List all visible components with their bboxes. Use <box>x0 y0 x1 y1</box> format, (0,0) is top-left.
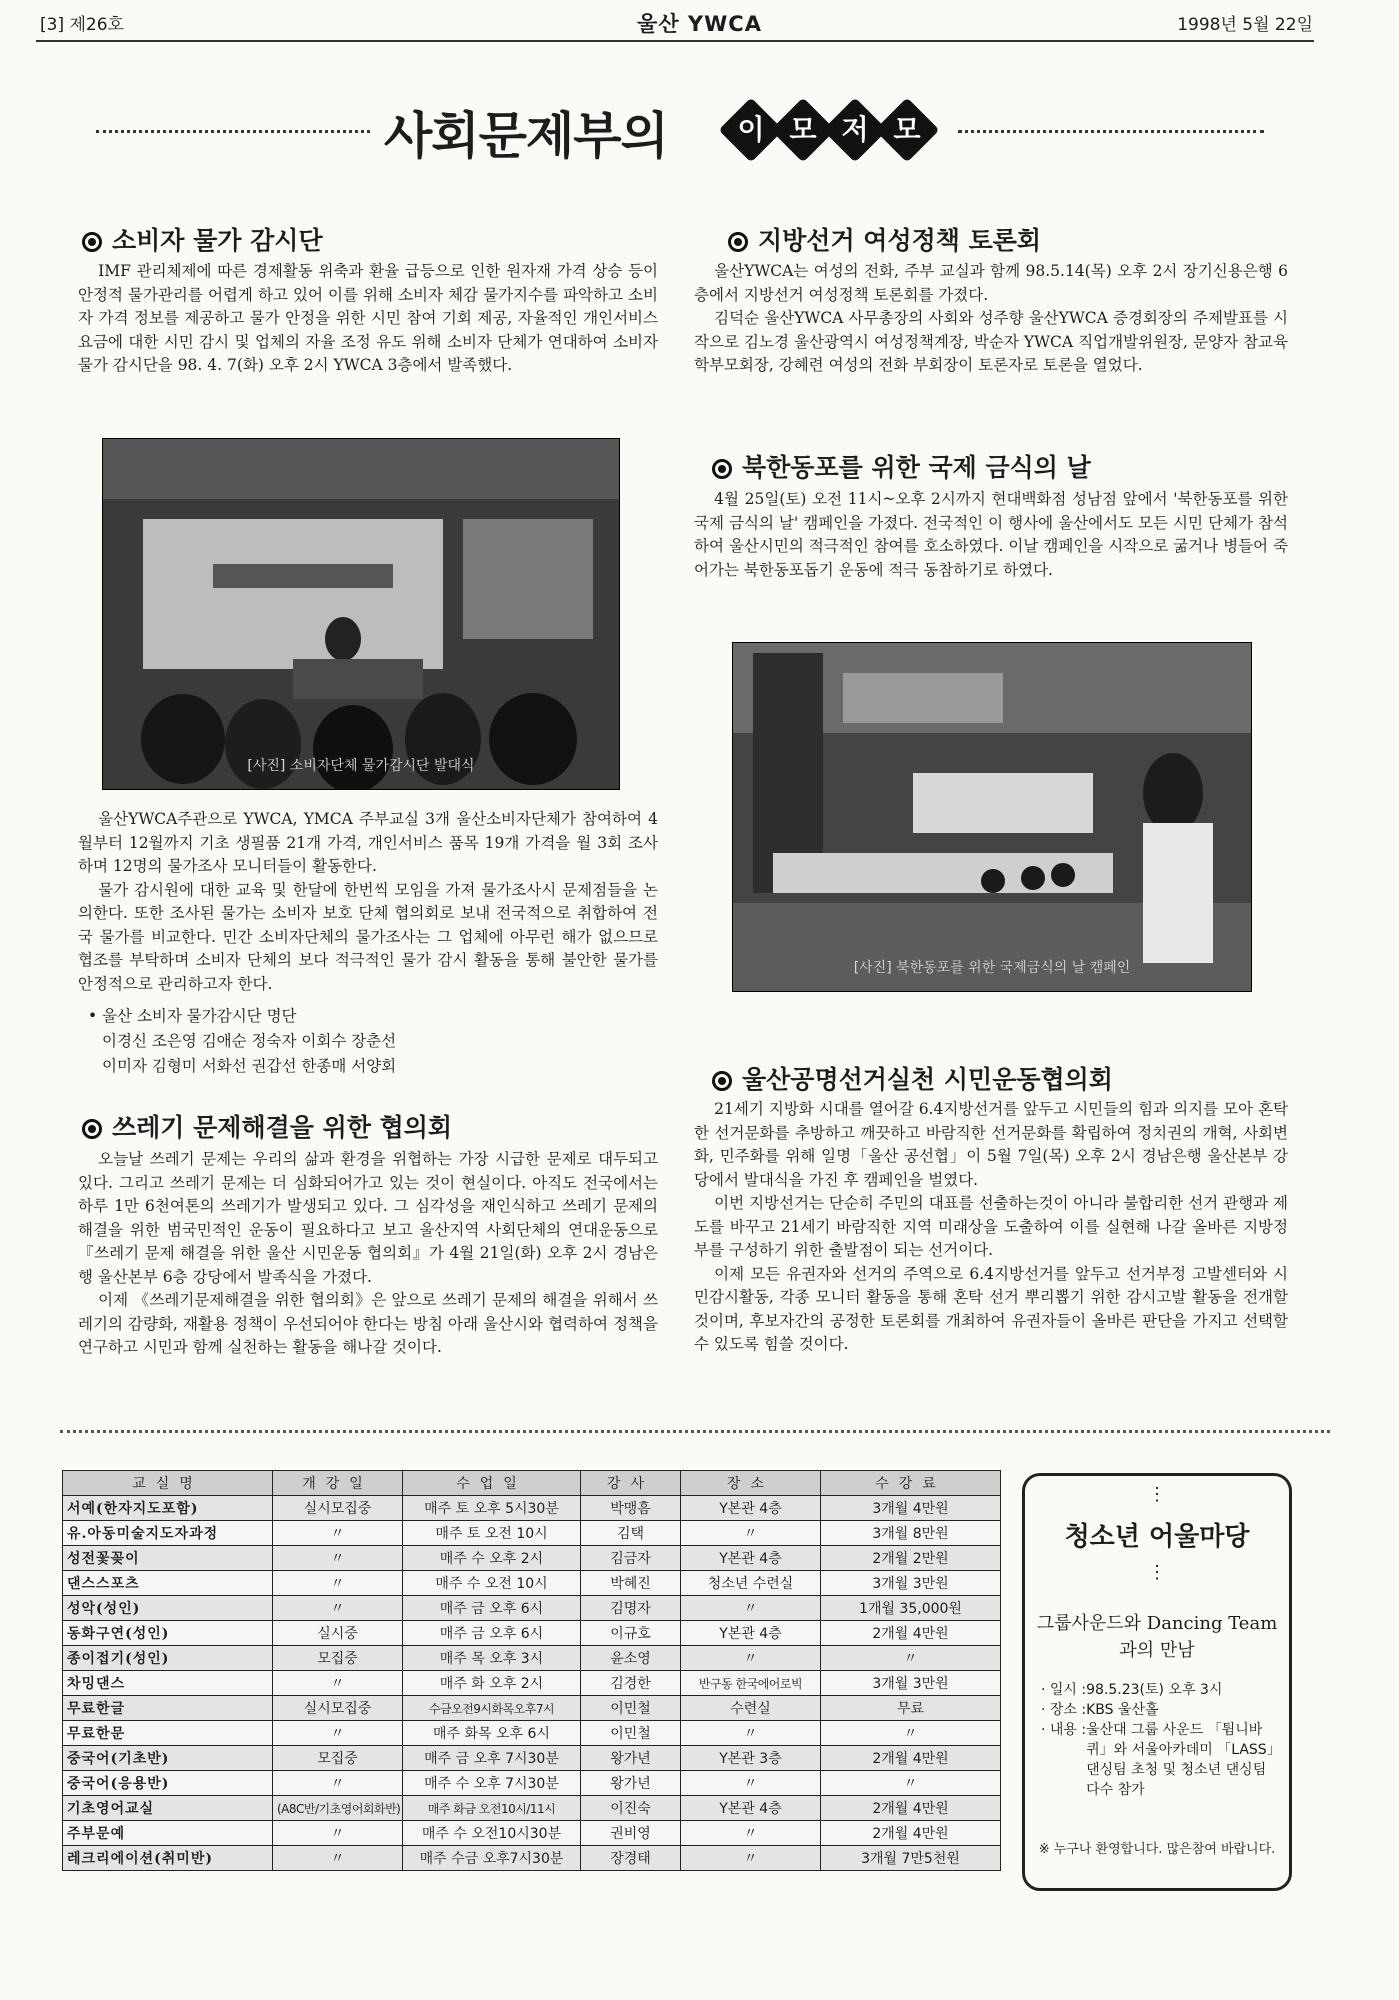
masthead: 울산 YWCA <box>637 12 762 36</box>
table-row <box>63 1846 1001 1871</box>
class-fee: 3개월 8만원 <box>821 1521 1001 1546</box>
photo-caption: [사진] 북한동포를 위한 국제금식의 날 캠페인 <box>853 960 1131 976</box>
photo-image <box>103 439 619 789</box>
class-name: 동화구연(성인) <box>63 1621 273 1646</box>
youth-event-box <box>1022 1473 1292 1891</box>
class-name: 성악(성인) <box>63 1596 273 1621</box>
info-value: 98.5.23(토) 오후 3시 <box>1086 1682 1223 1698</box>
class-start: 실시중 <box>273 1621 403 1646</box>
section-heading-trash <box>82 1108 452 1144</box>
decorative-dots: ⋮ <box>1148 1562 1166 1583</box>
paragraph: 이번 지방선거는 단순히 주민의 대표를 선출하는것이 아니라 불합리한 선거 관행과 제도를 바꾸고 21세기 바람직한 지역 미래상을 도출하여 이를 실현해 나갈 올바른 지방정부를 구성하기 위한 출발점이 되는 선거이다. <box>694 1194 1288 1259</box>
class-name: 무료한문 <box>63 1721 273 1746</box>
youth-event-subtitle: 그룹사운드와 Dancing Team과의 만남 <box>1036 1613 1278 1661</box>
info-row <box>1041 1720 1275 1800</box>
consumer-member-list <box>88 1004 648 1079</box>
section-title: 소비자 물가 감시단 <box>112 226 323 255</box>
column-header: 강사 <box>581 1471 681 1496</box>
paragraph: 21세기 지방화 시대를 열어갈 6.4지방선거를 앞두고 시민들의 힘과 의지를 모아 혼탁한 선거문화를 추방하고 깨끗하고 바람직한 선거문화를 확립하여 정치권의 개혁, 사회변화, 민주화를 위해 일명「울산 공선협」이 5월 7일(목) 오후 2시 경남은행 울산본부 강당에서 발대식을 가진 후 캠페인을 벌였다. <box>694 1100 1288 1189</box>
class-instructor: 박혜진 <box>581 1571 681 1596</box>
class-name: 레크리에이션(취미반) <box>63 1846 273 1871</box>
class-fee: 〃 <box>821 1771 1001 1796</box>
class-schedule: 매주 금 오후 6시 <box>403 1621 581 1646</box>
class-start: 〃 <box>273 1521 403 1546</box>
paragraph: 오늘날 쓰레기 문제는 우리의 삶과 환경을 위협하는 가장 시급한 문제로 대두되고 있다. 그리고 쓰레기 문제는 더 심화되어가고 있는 것이 현실이다. 아직도 전국에서는 하루 1만 6천여톤의 쓰레기가 발생되고 있다. 그 심각성을 재인식하고 쓰레기 문제의 해결을 위한 범국민적인 운동이 필요하다고 보고 울산지역 사회단체의 연대운동으로 『쓰레기 문제 해결을 위한 울산 시민운동 협의회』가 4월 21일(화) 오후 2시 경남은행 울산본부 6층 강당에서 발족식을 가졌다. <box>78 1150 658 1286</box>
class-start: 실시모집중 <box>273 1496 403 1521</box>
class-instructor: 왕가년 <box>581 1746 681 1771</box>
column-header: 장소 <box>681 1471 821 1496</box>
class-location: Y본관 4층 <box>681 1796 821 1821</box>
class-fee: 2개월 4만원 <box>821 1621 1001 1646</box>
class-name: 기초영어교실 <box>63 1796 273 1821</box>
class-start: 〃 <box>273 1771 403 1796</box>
info-value: KBS 울산홀 <box>1086 1702 1159 1718</box>
info-row <box>1041 1700 1275 1720</box>
class-start: 〃 <box>273 1546 403 1571</box>
table-row <box>63 1496 1001 1521</box>
list-title: • 울산 소비자 물가감시단 명단 <box>88 1007 297 1025</box>
class-start: 〃 <box>273 1721 403 1746</box>
class-fee: 2개월 4만원 <box>821 1746 1001 1771</box>
class-name: 중국어(기초반) <box>63 1746 273 1771</box>
youth-event-note: ※ 누구나 환영합니다. 많은참여 바랍니다. <box>1038 1842 1276 1857</box>
class-name: 유.아동미술지도자과정 <box>63 1521 273 1546</box>
class-name: 중국어(응용반) <box>63 1771 273 1796</box>
class-instructor: 김택 <box>581 1521 681 1546</box>
class-instructor: 왕가년 <box>581 1771 681 1796</box>
class-schedule-table <box>62 1470 1001 1871</box>
banner-title: 사회문제부의 <box>384 106 668 165</box>
bullet-icon <box>712 1071 732 1091</box>
paragraph: 이제 《쓰레기문제해결을 위한 협의회》은 앞으로 쓰레기 문제의 해결을 위해서 쓰레기의 감량화, 재활용 정책이 우선되어야 한다는 방침 아래 울산시와 협력하여 정책을 연구하고 시민과 함께 실천하는 활동을 해나갈 것이다. <box>78 1291 658 1356</box>
diamond-char: 모 <box>789 113 817 146</box>
bullet-icon <box>728 232 748 252</box>
class-name: 무료한글 <box>63 1696 273 1721</box>
banner-diamonds <box>716 95 946 165</box>
class-start: 모집중 <box>273 1646 403 1671</box>
class-location: Y본관 4층 <box>681 1546 821 1571</box>
section-title: 쓰레기 문제해결을 위한 협의회 <box>112 1113 453 1142</box>
table-row <box>63 1721 1001 1746</box>
photo-consumer-launch <box>102 438 620 790</box>
class-location: 〃 <box>681 1821 821 1846</box>
class-location: 수련실 <box>681 1696 821 1721</box>
trash-body <box>78 1148 658 1360</box>
info-row <box>1041 1680 1275 1700</box>
info-label: · 장소 : <box>1041 1702 1087 1718</box>
class-schedule: 매주 목 오후 3시 <box>403 1646 581 1671</box>
class-schedule: 매주 수 오후 7시30분 <box>403 1771 581 1796</box>
class-instructor: 장경태 <box>581 1846 681 1871</box>
table-row <box>63 1696 1001 1721</box>
class-fee: 2개월 4만원 <box>821 1821 1001 1846</box>
class-fee: 3개월 3만원 <box>821 1671 1001 1696</box>
class-schedule: 매주 금 오후 7시30분 <box>403 1746 581 1771</box>
class-fee: 3개월 4만원 <box>821 1496 1001 1521</box>
section-heading-fair-election <box>712 1060 1113 1096</box>
column-header: 교실명 <box>63 1471 273 1496</box>
famine-body <box>694 488 1288 582</box>
class-location: 〃 <box>681 1771 821 1796</box>
class-instructor: 윤소영 <box>581 1646 681 1671</box>
table-row <box>63 1646 1001 1671</box>
class-fee: 〃 <box>821 1721 1001 1746</box>
table-row <box>63 1796 1001 1821</box>
class-instructor: 박맹흠 <box>581 1496 681 1521</box>
table-row <box>63 1671 1001 1696</box>
youth-event-title: 청소년 어울마당 <box>1064 1522 1250 1552</box>
class-instructor: 권비영 <box>581 1821 681 1846</box>
class-fee: 〃 <box>821 1646 1001 1671</box>
class-location: 〃 <box>681 1646 821 1671</box>
class-instructor: 김명자 <box>581 1596 681 1621</box>
info-label: · 내용 : <box>1041 1722 1087 1738</box>
class-start: 〃 <box>273 1671 403 1696</box>
class-name: 서예(한자지도포함) <box>63 1496 273 1521</box>
class-schedule: 매주 수 오전 10시 <box>403 1571 581 1596</box>
banner-dotted-line-left <box>96 130 370 133</box>
class-location: 〃 <box>681 1721 821 1746</box>
section-heading-famine <box>712 448 1091 484</box>
list-line: 이경신 조은영 김애순 정숙자 이회수 장춘선 <box>102 1032 397 1050</box>
class-location: 〃 <box>681 1846 821 1871</box>
consumer-body <box>78 808 658 996</box>
fair-election-body <box>694 1098 1288 1357</box>
class-name: 주부문예 <box>63 1821 273 1846</box>
table-row <box>63 1821 1001 1846</box>
class-schedule: 수금오전9시화목오후7시 <box>403 1696 581 1721</box>
consumer-intro <box>78 260 658 378</box>
class-instructor: 이진숙 <box>581 1796 681 1821</box>
section-heading-election-forum <box>728 221 1041 257</box>
class-fee: 2개월 4만원 <box>821 1796 1001 1821</box>
class-location: 반구동 한국에어로빅 <box>681 1671 821 1696</box>
class-location: Y본관 3층 <box>681 1746 821 1771</box>
bottom-dotted-separator <box>60 1430 1330 1433</box>
class-location: 〃 <box>681 1596 821 1621</box>
photo-image <box>733 643 1251 991</box>
column-header: 수강료 <box>821 1471 1001 1496</box>
table-row <box>63 1771 1001 1796</box>
class-location: 〃 <box>681 1521 821 1546</box>
class-location: 청소년 수련실 <box>681 1571 821 1596</box>
class-instructor: 이민철 <box>581 1696 681 1721</box>
table-row <box>63 1621 1001 1646</box>
class-schedule: 매주 금 오후 6시 <box>403 1596 581 1621</box>
class-name: 종이접기(성인) <box>63 1646 273 1671</box>
info-label: · 일시 : <box>1041 1682 1087 1698</box>
class-instructor: 이규호 <box>581 1621 681 1646</box>
class-fee: 1개월 35,000원 <box>821 1596 1001 1621</box>
class-schedule: 매주 화 오후 2시 <box>403 1671 581 1696</box>
class-fee: 무료 <box>821 1696 1001 1721</box>
decorative-dots: ⋮ <box>1148 1484 1166 1505</box>
class-name: 차밍댄스 <box>63 1671 273 1696</box>
paragraph: 4월 25일(토) 오전 11시~오후 2시까지 현대백화점 성남점 앞에서 '북한동포를 위한 국제 금식의 날' 캠페인을 가졌다. 전국적인 이 행사에 울산에서도 모든 시민 단체가 참석하여 울산시민의 적극적인 참여를 호소하였다. 이날 캠페인을 시작으로 굶거나 병들어 죽어가는 북한동포돕기 운동에 적극 동참하기로 하였다. <box>694 490 1288 579</box>
header-rule <box>36 40 1314 42</box>
class-fee: 3개월 7만5천원 <box>821 1846 1001 1871</box>
table-row <box>63 1546 1001 1571</box>
class-fee: 2개월 2만원 <box>821 1546 1001 1571</box>
list-line: 이미자 김형미 서화선 권갑선 한종매 서양회 <box>102 1057 397 1075</box>
class-schedule: 매주 화금 오전10시/11시 <box>403 1796 581 1821</box>
class-schedule: 매주 화목 오후 6시 <box>403 1721 581 1746</box>
class-start: 〃 <box>273 1596 403 1621</box>
class-instructor: 김경한 <box>581 1671 681 1696</box>
issue-date: 1998년 5월 22일 <box>1177 15 1313 35</box>
section-title: 북한동포를 위한 국제 금식의 날 <box>742 453 1091 482</box>
class-start: 〃 <box>273 1846 403 1871</box>
bullet-icon <box>712 459 732 479</box>
class-start: 〃 <box>273 1821 403 1846</box>
info-value: 울산대 그룹 사운드 「튐니바퀴」와 서울아카데미 「LASS」댄싱팀 초청 및 청소년 댄싱팀 다수 참가 <box>1086 1722 1274 1798</box>
class-start: 〃 <box>273 1571 403 1596</box>
class-name: 성전꽃꽂이 <box>63 1546 273 1571</box>
class-schedule: 매주 토 오전 10시 <box>403 1521 581 1546</box>
diamond-char: 모 <box>893 113 921 146</box>
page-number: [3] 제26호 <box>40 15 124 35</box>
table-row <box>63 1521 1001 1546</box>
paragraph: 물가 감시원에 대한 교육 및 한달에 한번씩 모임을 가져 물가조사시 문제점들을 논의한다. 또한 조사된 물가는 소비자 보호 단체 협의회로 보내 전국적으로 취합하여 전국 물가를 비교한다. 민간 소비자단체의 물가조사는 그 업체에 아무런 해가 없으므로 협조를 부탁하며 소비자 단체의 보다 적극적인 물가 감시 활동을 통해 불안한 물가를 안정적으로 관리하고자 한다. <box>78 880 658 993</box>
bullet-icon <box>82 1119 102 1139</box>
paragraph: 김덕순 울산YWCA 사무총장의 사회와 성주향 울산YWCA 증경회장의 주제발표를 시작으로 김노경 울산광역시 여성정책계장, 박순자 YWCA 직업개발위원장, 문양자 참교육 학부모회장, 강혜련 여성의 전화 부회장이 토론자로 토론을 열었다. <box>694 309 1288 374</box>
paragraph: IMF 관리체제에 따른 경제활동 위축과 환율 급등으로 인한 원자재 가격 상승 등이 안정적 물가관리를 어렵게 하고 있어 이를 위해 소비자 체감 물가지수를 파악하고 소비자 가격 정보를 제공하고 물가 안정을 위한 시민 참여 기회 제공, 자율적인 개인서비스 요금에 대한 시민 감시 및 업체의 자율 조정 유도 위해 소비자 단체가 연대하여 소비자 물가 감시단을 98. 4. 7(화) 오후 2시 YWCA 3층에서 발족했다. <box>78 262 658 374</box>
class-instructor: 이민철 <box>581 1721 681 1746</box>
class-schedule: 매주 수 오전10시30분 <box>403 1821 581 1846</box>
class-location: Y본관 4층 <box>681 1496 821 1521</box>
class-start: 모집중 <box>273 1746 403 1771</box>
class-fee: 3개월 3만원 <box>821 1571 1001 1596</box>
table-row <box>63 1596 1001 1621</box>
section-heading-consumer <box>82 221 323 257</box>
paragraph: 이제 모든 유권자와 선거의 주역으로 6.4지방선거를 앞두고 선거부정 고발센터와 시민감시활동, 각종 모니터 활동을 통해 혼탁 선거 뿌리뽑기 위한 감시고발 활동을 전개할 것이며, 후보자간의 공정한 토론회를 개최하여 유권자들이 올바른 판단을 가지고 선택할 수 있도록 힘쓸 것이다. <box>694 1264 1288 1353</box>
photo-caption: [사진] 소비자단체 물가감시단 발대식 <box>247 758 475 774</box>
diamond-badge <box>872 95 942 165</box>
photo-famine-campaign <box>732 642 1252 992</box>
class-name: 댄스스포츠 <box>63 1571 273 1596</box>
diamond-char: 이 <box>737 113 765 146</box>
section-title: 지방선거 여성정책 토론회 <box>758 226 1042 255</box>
column-header: 개강일 <box>273 1471 403 1496</box>
column-header: 수업일 <box>403 1471 581 1496</box>
class-schedule: 매주 수 오후 2시 <box>403 1546 581 1571</box>
section-title: 울산공명선거실천 시민운동협의회 <box>742 1065 1113 1094</box>
class-location: Y본관 4층 <box>681 1621 821 1646</box>
class-start: (A8C반/기초영어회화반) <box>273 1796 403 1821</box>
diamond-char: 저 <box>841 113 869 146</box>
class-schedule: 매주 수금 오후7시30분 <box>403 1846 581 1871</box>
paragraph: 울산YWCA주관으로 YWCA, YMCA 주부교실 3개 울산소비자단체가 참여하여 4월부터 12월까지 기초 생필품 21개 가격, 개인서비스 품목 19개 가격을 월 3회 조사하며 12명의 물가조사 모니터들이 활동한다. <box>78 810 658 875</box>
youth-event-info <box>1041 1680 1275 1800</box>
table-row <box>63 1571 1001 1596</box>
class-start: 실시모집중 <box>273 1696 403 1721</box>
class-schedule: 매주 토 오후 5시30분 <box>403 1496 581 1521</box>
table-row <box>63 1746 1001 1771</box>
banner-dotted-line-right <box>958 130 1264 133</box>
bullet-icon <box>82 232 102 252</box>
class-instructor: 김금자 <box>581 1546 681 1571</box>
table-header-row <box>63 1471 1001 1496</box>
election-forum-body <box>694 260 1288 378</box>
paragraph: 울산YWCA는 여성의 전화, 주부 교실과 함께 98.5.14(목) 오후 2시 장기신용은행 6층에서 지방선거 여성정책 토론회를 가졌다. <box>694 262 1288 304</box>
